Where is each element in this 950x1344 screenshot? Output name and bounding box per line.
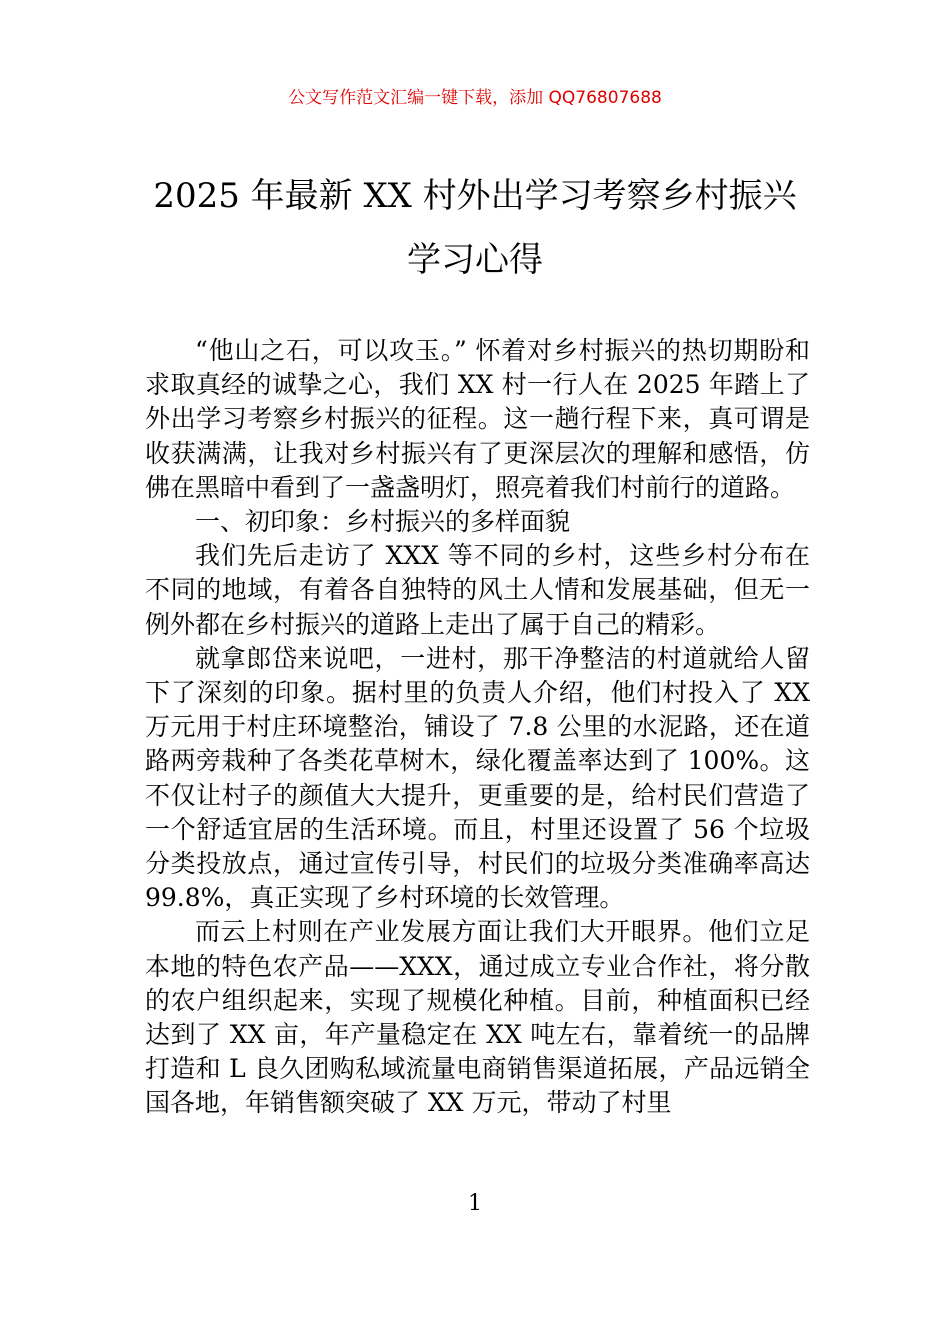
- document-title-line-1: 2025 年最新 XX 村外出学习考察乡村振兴: [153, 176, 797, 216]
- body-paragraph: 就拿郎岱来说吧，一进村，那干净整洁的村道就给人留下了深刻的印象。据村里的负责人介绍，他们村投入了 XX 万元用于村庄环境整治，铺设了 7.8 公里的水泥路，还在道路两旁栽种了各类花草树木，绿化覆盖率达到了 100%。这不仅让村子的颜值大大提升，更重要的是，给村民们营造了一个舒适宜居的生活环境。而且，村里还设置了 56 个垃圾分类投放点，通过宣传引导，村民们的垃圾分类准确率高达 99.8%，真正实现了乡村环境的长效管理。: [145, 643, 810, 913]
- page-number: 1: [468, 1191, 482, 1216]
- section-heading: 一、初印象：乡村振兴的多样面貌: [195, 507, 571, 537]
- body-paragraph: 我们先后走访了 XXX 等不同的乡村，这些乡村分布在不同的地域，有着各自独特的风土人情和发展基础，但无一例外都在乡村振兴的道路上走出了属于自己的精彩。: [145, 541, 810, 639]
- body-paragraph: 而云上村则在产业发展方面让我们大开眼界。他们立足本地的特色农产品——XXX，通过成立专业合作社，将分散的农户组织起来，实现了规模化种植。目前，种植面积已经达到了 XX 亩，年产量稳定在 XX 吨左右，靠着统一的品牌打造和 L 良久团购私域流量电商销售渠道拓展，产品远销全国各地，年销售额突破了 XX 万元，带动了村里: [145, 917, 810, 1118]
- download-note: 公文写作范文汇编一键下载，添加 QQ76807688: [288, 88, 662, 108]
- document-body: [145, 334, 810, 1121]
- document-title-line-2: 学习心得: [407, 240, 543, 280]
- body-paragraph-intro: “他山之石，可以攻玉。” 怀着对乡村振兴的热切期盼和求取真经的诚挚之心，我们 XX 村一行人在 2025 年踏上了外出学习考察乡村振兴的征程。这一趟行程下来，真可谓是收获满满，让我对乡村振兴有了更深层次的理解和感悟，仿佛在黑暗中看到了一盏盏明灯，照亮着我们村前行的道路。: [145, 336, 810, 502]
